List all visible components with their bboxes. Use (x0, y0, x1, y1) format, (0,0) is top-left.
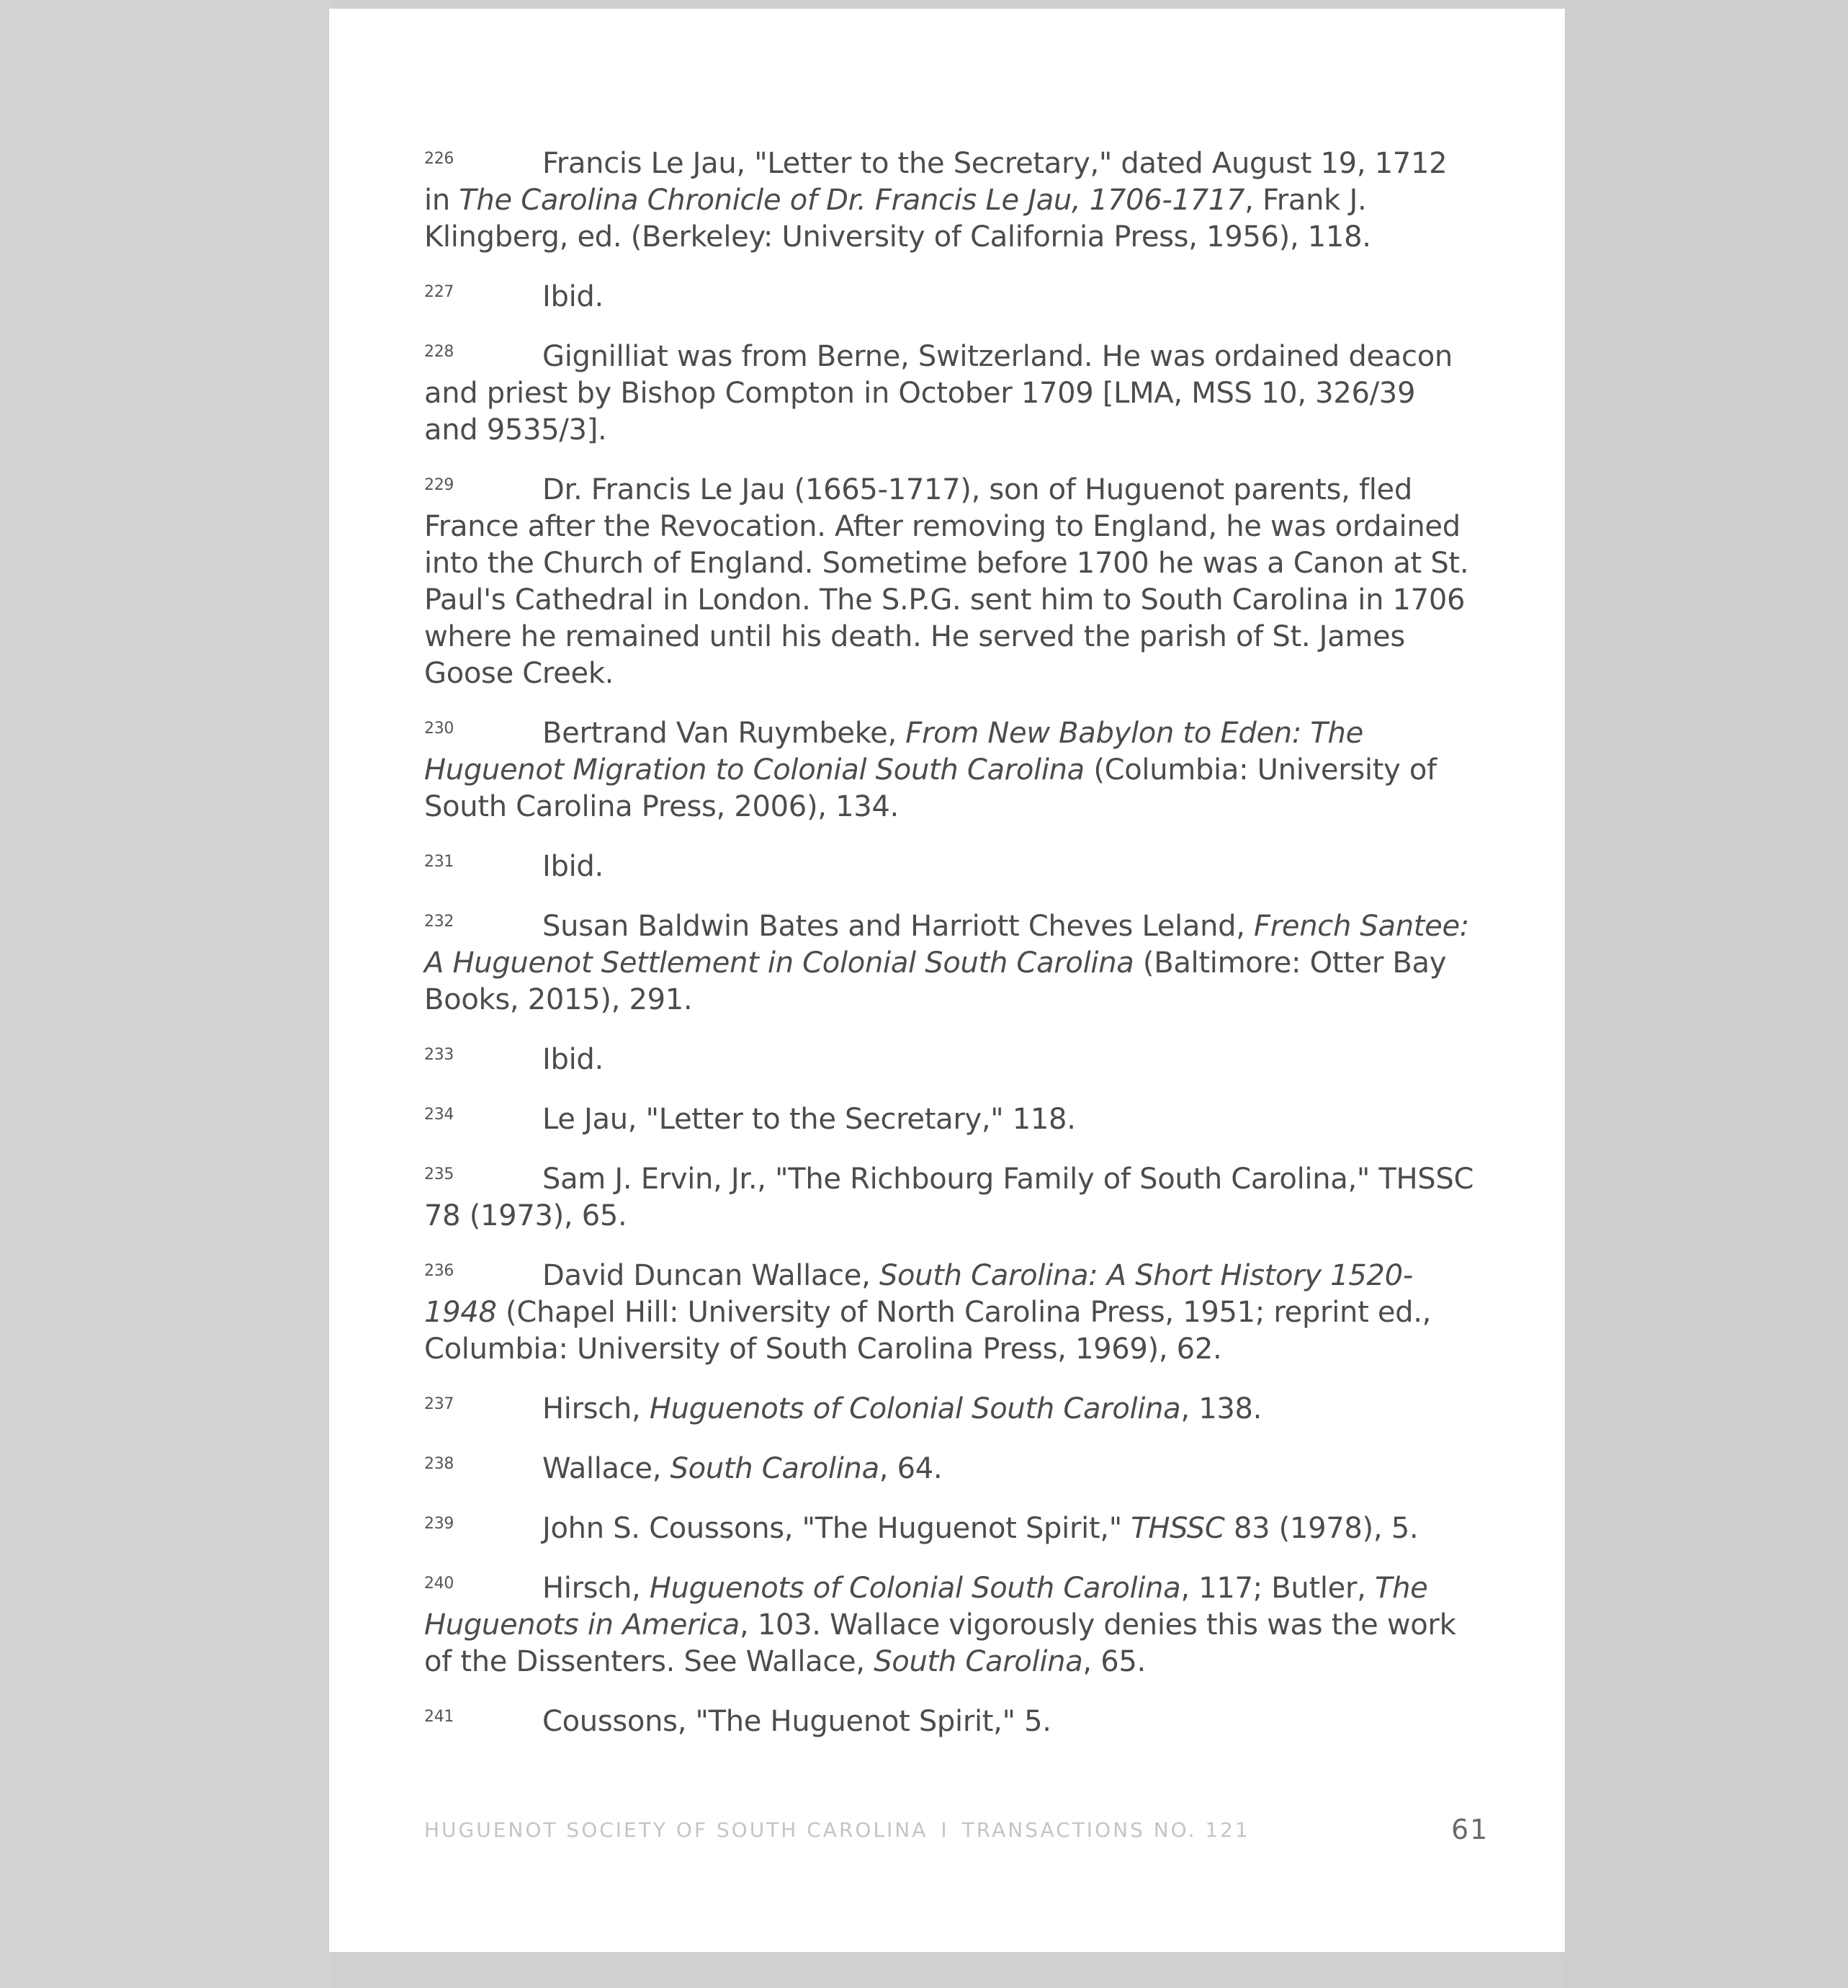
endnote-227: 227 Ibid. (424, 280, 604, 313)
endnote-text: (Chapel Hill: University of North Carolina Press, 1951; reprint ed., Columbia: University of South Carolina Press, 1969), 62. (424, 1296, 1432, 1366)
endnote-240: 240 Hirsch, Huguenots of Colonial South Carolina, 117; Butler, The Huguenots in America, 103. Wallace vigorously denies this was the work of the Dissenters. See Wallace, South Carolina, 65. (424, 1572, 1456, 1678)
endnote-text: Ibid. (542, 280, 604, 313)
endnote-text: 83 (1978), 5. (1224, 1512, 1419, 1545)
endnote-text: , 138. (1180, 1392, 1262, 1425)
endnote-233: 233 Ibid. (424, 1043, 604, 1076)
endnote-text: Wallace, (542, 1452, 670, 1485)
endnote-text: (Columbia: University of South Carolina Press, 2006), 134. (424, 753, 1437, 823)
endnote-text: , Frank J. Klingberg, ed. (Berkeley: University of California Press, 1956), 118. (424, 184, 1371, 254)
scan-background-right (1563, 0, 1848, 1988)
endnote-229: 229 Dr. Francis Le Jau (1665-1717), son of Huguenot parents, fled France after the Revocation. After removing to England, he was ordained into the Church of England. Sometime before 1700 he was a Canon at St. Paul's Cathedral in London. The S.P.G. sent him to South Carolina in 1706 where he remained until his death. He served the parish of St. James Goose Creek. (424, 473, 1469, 690)
endnote-text: Gignilliat was from Berne, Switzerland. He was ordained deacon and priest by Bishop Compton in October 1709 [LMA, MSS 10, 326/39 and 9535/3]. (424, 340, 1453, 447)
endnote-text: Sam J. Ervin, Jr., "The Richbourg Family of South Carolina," THSSC 78 (1973), 65. (424, 1163, 1474, 1232)
endnote-text: , 117; Butler, (1180, 1572, 1375, 1605)
endnote-230: 230 Bertrand Van Ruymbeke, From New Babylon to Eden: The Huguenot Migration to Colonial South Carolina (Columbia: University of South Carolina Press, 2006), 134. (424, 717, 1437, 823)
endnote-text: Dr. Francis Le Jau (1665-1717), son of Huguenot parents, fled France after the Revocation. After removing to England, he was ordained into the Church of England. Sometime before 1700 he was a Canon at St. Paul's Cathedral in London. The S.P.G. sent him to South Carolina in 1706 where he remained until his death. He served the parish of St. James Goose Creek. (424, 473, 1469, 690)
footer-separator: I (941, 1818, 949, 1842)
endnote-238: 238 Wallace, South Carolina, 64. (424, 1452, 943, 1485)
footer-transactions: TRANSACTIONS NO. 121 (961, 1818, 1250, 1842)
running-footer (424, 1818, 1454, 1842)
endnote-236: 236 David Duncan Wallace, South Carolina: A Short History 1520-1948 (Chapel Hill: University of North Carolina Press, 1951; reprint ed., Columbia: University of South Carolina Press, 1969), 62. (424, 1259, 1432, 1366)
endnote-title-italic: The Carolina Chronicle of Dr. Francis Le Jau, 1706-1717 (459, 184, 1245, 217)
endnotes-list (424, 145, 1476, 1763)
endnote-235: 235 Sam J. Ervin, Jr., "The Richbourg Family of South Carolina," THSSC 78 (1973), 65. (424, 1163, 1474, 1232)
endnote-241: 241 Coussons, "The Huguenot Spirit," 5. (424, 1705, 1051, 1738)
document-page (329, 9, 1565, 1952)
endnote-title-italic: South Carolina: A Short History 1520-1948 (424, 1259, 1413, 1329)
endnote-text: (Baltimore: Otter Bay Books, 2015), 291. (424, 946, 1447, 1016)
footer-society-name: HUGUENOT SOCIETY OF SOUTH CAROLINA (424, 1818, 928, 1842)
page-number: 61 (1451, 1814, 1489, 1845)
endnote-228: 228 Gignilliat was from Berne, Switzerland. He was ordained deacon and priest by Bishop Compton in October 1709 [LMA, MSS 10, 326/39 and 9535/3]. (424, 340, 1453, 447)
endnote-text: Coussons, "The Huguenot Spirit," 5. (542, 1705, 1051, 1738)
endnote-231: 231 Ibid. (424, 850, 604, 883)
endnote-234: 234 Le Jau, "Letter to the Secretary," 118. (424, 1103, 1076, 1136)
endnote-title-italic: Huguenots of Colonial South Carolina (649, 1392, 1181, 1425)
endnote-text: David Duncan Wallace, (542, 1259, 879, 1292)
endnote-title-italic: From New Babylon to Eden: The Huguenot Migration to Colonial South Carolina (424, 717, 1363, 787)
endnote-237: 237 Hirsch, Huguenots of Colonial South Carolina, 138. (424, 1392, 1262, 1425)
endnote-title-italic: Huguenots of Colonial South Carolina (649, 1572, 1181, 1605)
endnote-text: Ibid. (542, 1043, 604, 1076)
endnote-text: Bertrand Van Ruymbeke, (542, 717, 906, 750)
endnote-text: Ibid. (542, 850, 604, 883)
endnote-title-italic: THSSC (1131, 1512, 1225, 1545)
endnote-text: , 103. Wallace vigorously denies this was the work of the Dissenters. See Wallace, (424, 1608, 1456, 1678)
endnote-226: 226 Francis Le Jau, "Letter to the Secretary," dated August 19, 1712 in The Carolina Chronicle of Dr. Francis Le Jau, 1706-1717, Frank J. Klingberg, ed. (Berkeley: University of California Press, 1956), 118. (424, 147, 1448, 254)
endnote-text: , 65. (1082, 1645, 1146, 1678)
endnote-title-italic: The Huguenots in America (424, 1572, 1428, 1642)
endnote-text: Hirsch, (542, 1572, 650, 1605)
endnote-232: 232 Susan Baldwin Bates and Harriott Cheves Leland, French Santee: A Huguenot Settlement in Colonial South Carolina (Baltimore: Otter Bay Books, 2015), 291. (424, 910, 1469, 1016)
endnote-text: , 64. (879, 1452, 943, 1485)
endnote-text: Hirsch, (542, 1392, 650, 1425)
endnote-title-italic: South Carolina (874, 1645, 1083, 1678)
endnote-title-italic: French Santee: A Huguenot Settlement in Colonial South Carolina (424, 910, 1469, 980)
endnote-title-italic: South Carolina (670, 1452, 879, 1485)
scan-background-left (0, 0, 331, 1988)
endnote-text: Susan Baldwin Bates and Harriott Cheves Leland, (542, 910, 1255, 943)
endnote-text: John S. Coussons, "The Huguenot Spirit," (542, 1512, 1131, 1545)
endnote-text: Francis Le Jau, "Letter to the Secretary," dated August 19, 1712 in (424, 147, 1448, 217)
endnote-239: 239 John S. Coussons, "The Huguenot Spirit," THSSC 83 (1978), 5. (424, 1512, 1419, 1545)
endnote-text: Le Jau, "Letter to the Secretary," 118. (542, 1103, 1076, 1136)
